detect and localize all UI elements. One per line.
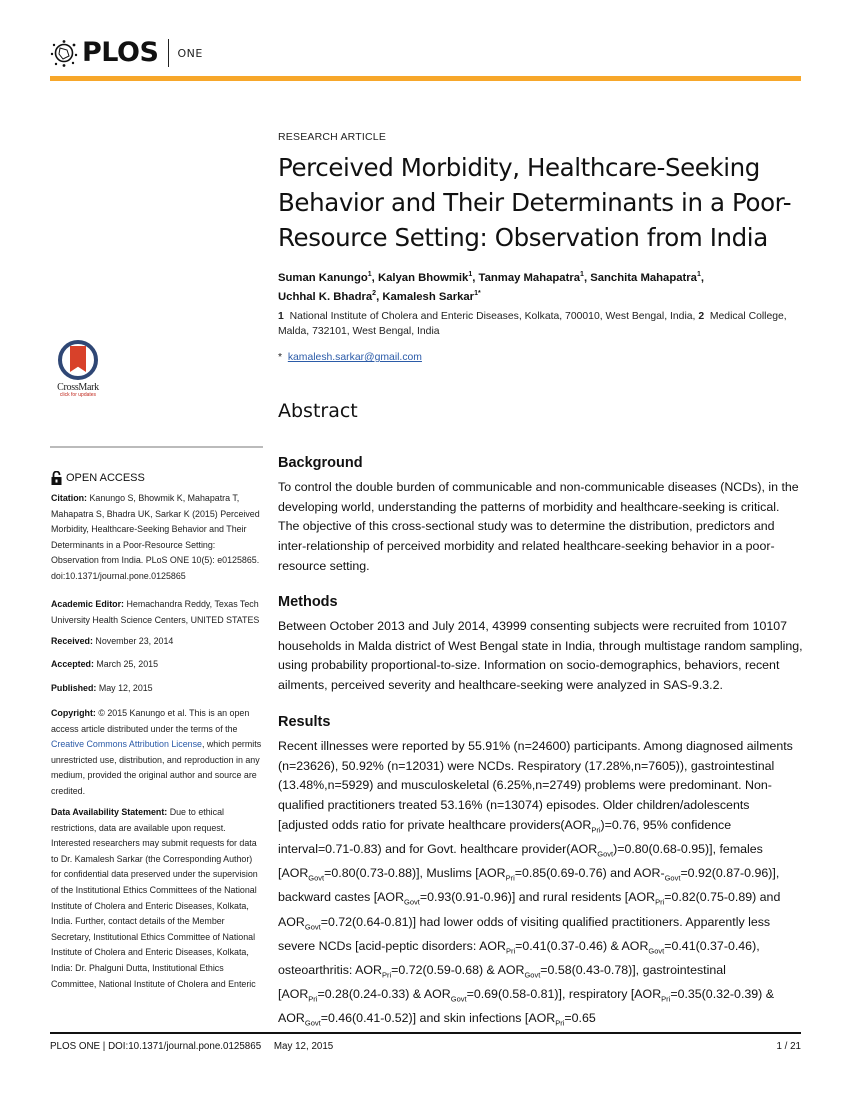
crossmark-icon	[58, 340, 98, 380]
header-accent-bar	[50, 76, 801, 81]
abstract-heading: Abstract	[278, 400, 358, 422]
copyright-block	[51, 706, 264, 800]
footer-journal-doi: PLOS ONE | DOI:10.1371/journal.pone.0125865	[50, 1041, 262, 1052]
citation-text: Kanungo S, Bhowmik K, Mahapatra T, Mahapatra S, Bhadra UK, Sarkar K (2015) Perceived Morbidity, Healthcare-Seeking Behavior and Their Determinants in a Poor-Resource Setting: Observation from India. PLoS ONE 10(5): e0125865. doi:10.1371/journal.pone.0125865	[51, 493, 260, 581]
copyright-label: Copyright:	[51, 708, 96, 718]
data-availability-label: Data Availability Statement:	[51, 807, 168, 817]
received-date: November 23, 2014	[95, 636, 174, 646]
published-date: May 12, 2015	[98, 683, 153, 693]
received-label: Received:	[51, 636, 93, 646]
journal-name: PLOS	[82, 37, 159, 68]
author-list: Suman Kanungo$^1$, Kalyan Bhowmik$^1$, Tanmay Mahapatra$^1$, Sanchita Mahapatra$^1$, Uchhal K. Bhadra$^2$, Kamalesh Sarkar$^{1*}$	[278, 271, 704, 303]
cc-license-link[interactable]: Creative Commons Attribution License	[51, 739, 202, 750]
data-availability-text: Due to ethical restrictions, data are available upon request. Interested researchers may submit requests for data to Dr. Kamalesh Sarkar (the Corresponding Author) for confidential data preserved under the supervision of the Institutional Ethics Committees of the National Institute of Cholera and Enteric Diseases, Kolkata, India. Further, contact details of the Member Secretary, Institutional Ethics Committee of National Institute of Cholera and Enteric Diseases, Kolkata, India: Dr. Phalguni Dutta, Institutional Ethics Committee, National Institute of Cholera and Enteric	[51, 807, 258, 989]
accepted-date: March 25, 2015	[96, 659, 159, 669]
page-number: 1 / 21	[776, 1041, 801, 1052]
methods-text: Between October 2013 and July 2014, 43999 consenting subjects were recruited from 10107 households in Malda district of West Bengal state in India, through multistage random sampling, using probability proportional-to-size. Information on socio-demographics, behaviors, recent ailments, perceived severity and healthcare-seeking were analyzed in SAS-9.3.2.	[278, 619, 803, 693]
logo-divider	[168, 39, 169, 67]
results-text: Recent illnesses were reported by 55.91% (n=24600) participants. Among diagnosed ailments (n=23626), 50.92% (n=12031) were NCDs. Respiratory (17.28%,n=7605)), gastrointestinal (13.48%,n=5929) and musculoskeletal (6.25%,n=2749) problems were predominant. Non-qualified practitioners treated 53.16% (n=13074) episodes. Older children/adolescents [adjusted odds ratio for private healthcare $providers(AOR_{Pri})=0.76$, 95% confidence interval=0.71-0.83) and for Govt. healthcare $provider(AOR_{Govt})=0.80(0.68-0.95)$], females $[AOR_{Govt}=0.80(0.73-0.88)]$, Muslims [$AOR_{Pri}=0.85(0.69-0.76)$ and AOR-$_{Govt}=0.92(0.87-0.96)$], backward castes $[AOR_{Govt}=0.93(0.91-0.96)]$ and rural residents [$AOR_{Pri}=0.82(0.75-0.89)$ and $AOR_{Govt}=0.72(0.64-0.81)$] had lower odds of visiting qualified practitioners. Apparently less severe NCDs [acid-peptic disorders: $AOR_{Pri}=0.41(0.37-0.46)$ & $AOR_{Govt}=0.41(0.37-0.46)$, osteoarthritis: $AOR_{Pri}=0.72(0.59-0.68)$ & $AOR_{Govt}=0.58(0.43-0.78)$], gastrointestinal [$AOR_{Pri}=0.28(0.24-0.33)$ & $AOR_{Govt}=0.69(0.58-0.81)$], respiratory [$AOR_{Pri}=0.35(0.32-0.39)$ & $AOR_{Govt}=0.46(0.41-0.52)$] and skin infections [$AOR_{Pri}=0.65$	[278, 739, 793, 1028]
data-availability-block	[51, 805, 264, 992]
article-type: RESEARCH ARTICLE	[278, 131, 387, 143]
journal-logo	[50, 38, 203, 68]
background-heading: Background	[278, 455, 363, 471]
copyright-text-2: , which permits unrestricted use, distribution, and reproduction in any medium, provided the original author and source are credited.	[51, 739, 262, 796]
affiliation: Medical College, Malda, 732101, West Bengal, India	[278, 311, 787, 337]
crossmark-badge[interactable]	[50, 340, 106, 398]
email-link[interactable]: kamalesh.sarkar@gmail.com	[287, 352, 422, 363]
corresponding-email: * kamalesh.sarkar@gmail.com	[278, 352, 422, 363]
author: Suman Kanungo	[278, 271, 368, 284]
crossmark-label: CrossMark	[57, 382, 99, 393]
editor-label: Academic Editor:	[51, 599, 124, 609]
citation-block	[51, 491, 264, 585]
footer-divider	[50, 1032, 801, 1034]
footer-date: May 12, 2015	[273, 1041, 334, 1052]
affiliations: 1 National Institute of Cholera and Enteric Diseases, Kolkata, 700010, West Bengal, India, 2 Medical College, Malda, 732101, West Bengal, India	[278, 311, 787, 337]
published-label: Published:	[51, 683, 97, 693]
article-title: Perceived Morbidity, Healthcare-Seeking Behavior and Their Determinants in a Poor-Resource Setting: Observation from India	[278, 153, 792, 252]
methods-heading: Methods	[278, 594, 338, 610]
results-heading: Results	[278, 714, 331, 730]
journal-subname: ONE	[177, 46, 203, 60]
author: Tanmay Mahapatra	[478, 271, 581, 284]
background-text: To control the double burden of communicable and non-communicable diseases (NCDs), in the developing world, understanding the patterns of morbidity and healthcare-seeking is critical. The objective of this cross-sectional study was to determine the distribution, predictors and inter-relationship of perceived morbidity and related healthcare-seeking behavior in a poor-resource setting.	[278, 480, 799, 573]
sidebar-divider	[50, 446, 263, 448]
open-lock-icon	[51, 471, 62, 485]
accepted-label: Accepted:	[51, 659, 94, 669]
published-block	[51, 681, 264, 697]
author: Sanchita Mahapatra	[590, 271, 697, 284]
copyright-text: © 2015 Kanungo et al. This is an open access article distributed under the terms of the	[51, 708, 250, 734]
accepted-block	[51, 657, 264, 673]
editor-text: Hemachandra Reddy, Texas Tech University Health Science Centers, UNITED STATES	[51, 599, 260, 625]
received-block	[51, 634, 264, 650]
open-access-badge	[51, 471, 145, 485]
open-access-label: OPEN ACCESS	[66, 472, 145, 484]
author: Kalyan Bhowmik	[377, 271, 469, 284]
footer-citation	[50, 1041, 333, 1052]
author: Uchhal K. Bhadra	[278, 290, 373, 303]
citation-label: Citation:	[51, 493, 87, 503]
plos-globe-icon	[50, 39, 78, 67]
affiliation: National Institute of Cholera and Enteric Diseases, Kolkata, 700010, West Bengal, India,	[289, 311, 696, 322]
author: Kamalesh Sarkar	[382, 290, 475, 303]
editor-block	[51, 597, 264, 628]
crossmark-subtitle: click for updates	[59, 392, 97, 398]
